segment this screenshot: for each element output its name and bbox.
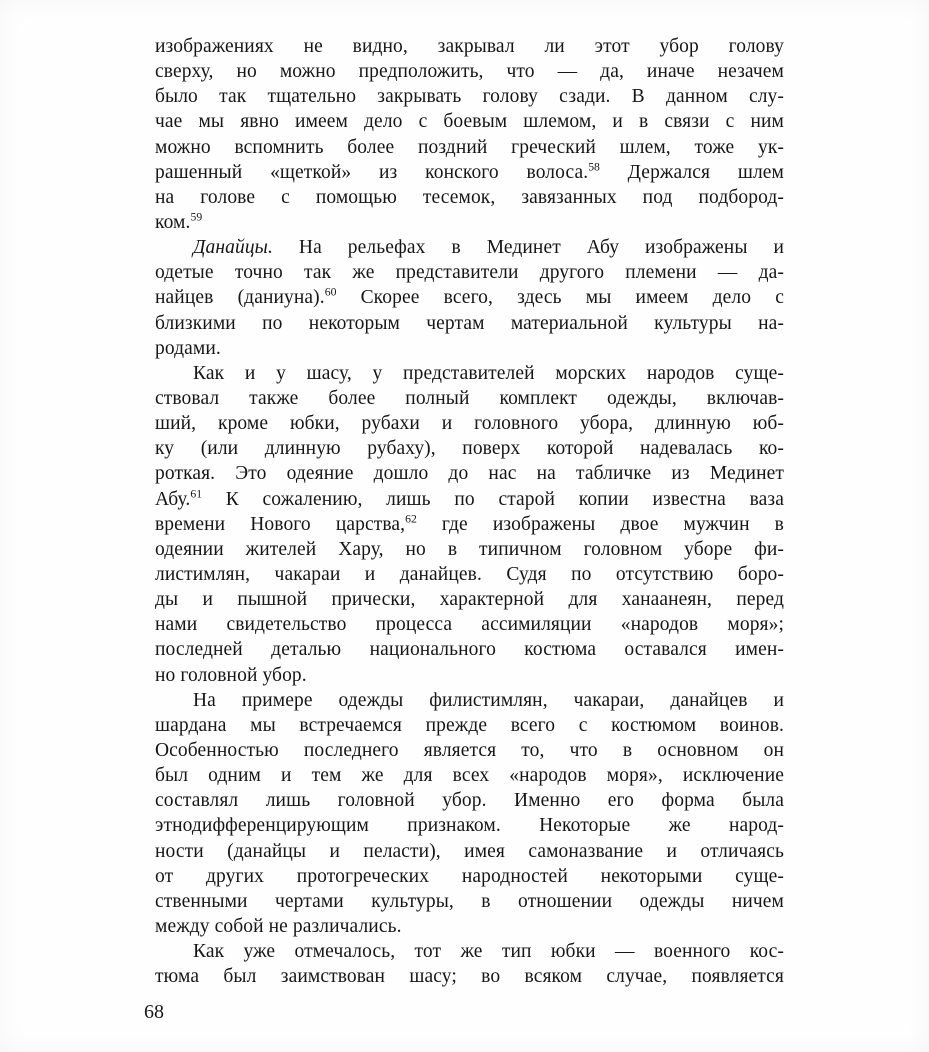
footnote-reference: 61 bbox=[190, 487, 203, 501]
text-line: рашенный «щеткой» из конского волоса.$^{58}$ Держался шлем bbox=[155, 160, 784, 183]
text-line: сверху, но можно предположить, что — да, иначе незачем bbox=[155, 61, 784, 83]
text-line: Данайцы. На рельефах в Мединет Абу изображены и bbox=[193, 237, 784, 259]
paragraph bbox=[155, 34, 784, 235]
text-line: ший, кроме юбки, рубахи и головного убора, длинную юб- bbox=[155, 413, 784, 435]
text-line: Особенностью последнего является то, что в основном он bbox=[155, 739, 784, 761]
paragraph bbox=[155, 235, 784, 361]
text-line: чае мы явно имеем дело с боевым шлемом, и в связи с ним bbox=[155, 111, 784, 133]
text-line: ности (данайцы и пеласти), имея самоназвание и отличаясь bbox=[155, 840, 784, 862]
text-line: Как и у шасу, у представителей морских народов суще- bbox=[193, 362, 784, 384]
text-line: этнодифференцирующим признаком. Некоторые же народ- bbox=[155, 815, 784, 837]
italic-lead: Данайцы. bbox=[193, 237, 273, 259]
text-line: родами. bbox=[155, 337, 221, 359]
text-line: последней деталью национального костюма оставался имен- bbox=[155, 639, 784, 661]
page-number: 68 bbox=[144, 1001, 164, 1023]
text-line: от других протогреческих народностей некоторыми суще- bbox=[155, 865, 784, 887]
text-line: ствовал также более полный комплект одежды, включав- bbox=[155, 387, 784, 409]
paragraph bbox=[155, 688, 784, 939]
text-line: Как уже отмечалось, тот же тип юбки — военного кос- bbox=[193, 941, 784, 963]
paragraph bbox=[155, 939, 784, 989]
text-line: но головной убор. bbox=[155, 664, 307, 686]
footnote-reference: 60 bbox=[324, 285, 337, 299]
footnote-reference: 59 bbox=[190, 210, 203, 224]
text-line: изображениях не видно, закрывал ли этот убор голову bbox=[155, 36, 784, 57]
text-line: составлял лишь головной убор. Именно его форма была bbox=[155, 790, 784, 812]
text-line: можно вспомнить более поздний греческий шлем, тоже ук- bbox=[155, 136, 784, 158]
paragraph bbox=[155, 361, 784, 688]
footnote-reference: 62 bbox=[405, 512, 417, 526]
footnote-reference: 58 bbox=[588, 160, 600, 174]
text-line: Абу.$^{61}$ К сожалению, лишь по старой копии известна ваза bbox=[155, 487, 784, 510]
text-line: На примере одежды филистимлян, чакараи, данайцев и bbox=[193, 689, 784, 711]
text-line: одетые точно так же представители другого племени — да- bbox=[155, 262, 784, 284]
text-line: найцев (даниуна).$^{60}$ Скорее всего, здесь мы имеем дело с bbox=[155, 285, 784, 309]
text-line: близкими по некоторым чертам материальной культуры на- bbox=[155, 312, 784, 334]
text-line: был одним и тем же для всех «народов моря», исключение bbox=[155, 765, 784, 787]
text-line: шардана мы встречаемся прежде всего с костюмом воинов. bbox=[155, 714, 784, 736]
text-line: между собой не различались. bbox=[155, 915, 402, 937]
text-line: нами свидетельство процесса ассимиляции «народов моря»; bbox=[155, 614, 784, 636]
text-line: ды и пышной прически, характерной для ханаанеян, перед bbox=[155, 589, 784, 611]
body-text bbox=[155, 34, 784, 989]
text-line: тюма был заимствован шасу; во всяком случае, появляется bbox=[155, 966, 784, 988]
text-line: листимлян, чакараи и данайцев. Судя по отсутствию боро- bbox=[155, 563, 784, 585]
text-line: ком.$^{59}$ bbox=[155, 210, 203, 233]
text-line: ственными чертами культуры, в отношении одежды ничем bbox=[155, 890, 784, 912]
text-line: на голове с помощью тесемок, завязанных под подбород- bbox=[155, 186, 784, 208]
text-line: роткая. Это одеяние дошло до нас на табличке из Мединет bbox=[155, 463, 784, 485]
text-line: времени Нового царства,$^{62}$ где изображены двое мужчин в bbox=[155, 512, 784, 535]
text-line: ку (или длинную рубаху), поверх которой надевалась ко- bbox=[155, 438, 784, 460]
text-line: одеянии жителей Хару, но в типичном головном уборе фи- bbox=[155, 538, 784, 560]
text-line: было так тщательно закрывать голову сзади. В данном слу- bbox=[155, 86, 784, 108]
